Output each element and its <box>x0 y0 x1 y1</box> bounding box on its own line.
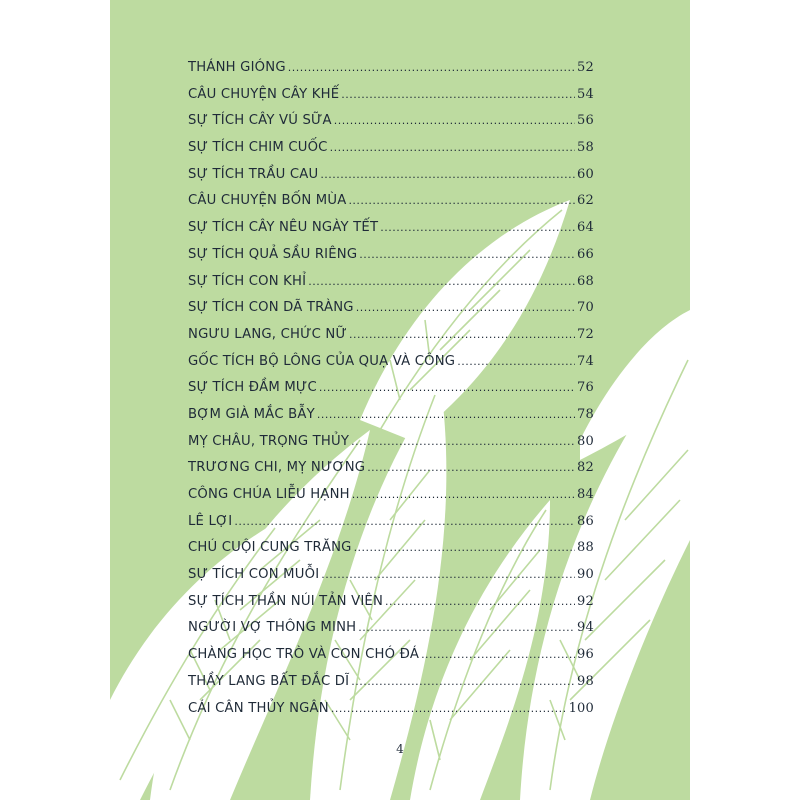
toc-dot-leader <box>385 595 575 608</box>
toc-dot-leader <box>457 355 575 368</box>
toc-entry[interactable] <box>188 567 594 594</box>
toc-entry-title: CHÚ CUỘI CUNG TRĂNG <box>188 540 352 556</box>
toc-dot-leader <box>317 408 575 421</box>
toc-entry-title: NGƯỜI VỢ THÔNG MINH <box>188 620 357 636</box>
toc-entry-title: GỐC TÍCH BỘ LÔNG CỦA QUẠ VÀ CÔNG <box>188 353 456 369</box>
toc-dot-leader <box>330 141 575 154</box>
toc-entry-title: CHÀNG HỌC TRÒ VÀ CON CHÓ ĐÁ <box>188 647 420 663</box>
toc-entry-title: SỰ TÍCH THẦN NÚI TẢN VIÊN <box>188 593 384 609</box>
toc-entry[interactable] <box>188 380 594 407</box>
toc-entry-page: 88 <box>577 540 594 556</box>
toc-entry-title: THẦY LANG BẤT ĐẮC DĨ <box>188 673 350 689</box>
toc-entry[interactable] <box>188 247 594 274</box>
toc-entry-page: 52 <box>577 60 594 75</box>
toc-entry-page: 74 <box>577 353 594 369</box>
toc-dot-leader <box>359 248 575 261</box>
toc-entry-page: 62 <box>577 193 594 209</box>
toc-entry-page: 78 <box>577 406 594 422</box>
toc-entry-page: 82 <box>577 460 594 476</box>
toc-dot-leader <box>234 515 575 528</box>
page-number: 4 <box>396 742 404 756</box>
toc-entry-title: MỴ CHÂU, TRỌNG THỦY <box>188 433 350 449</box>
book-page <box>110 0 690 800</box>
toc-entry-page: 64 <box>577 220 594 236</box>
toc-entry-title: SỰ TÍCH QUẢ SẦU RIÊNG <box>188 246 358 262</box>
toc-entry-page: 66 <box>577 246 594 262</box>
toc-entry[interactable] <box>188 620 594 647</box>
toc-dot-leader <box>331 702 567 715</box>
toc-entry-title: SỰ TÍCH CÂY NÊU NGÀY TẾT <box>188 220 379 236</box>
toc-dot-leader <box>288 61 575 74</box>
toc-dot-leader <box>367 461 575 474</box>
toc-entry-page: 98 <box>577 673 594 689</box>
toc-dot-leader <box>354 541 575 554</box>
toc-entry[interactable] <box>188 193 594 220</box>
toc-entry[interactable] <box>188 460 594 487</box>
toc-dot-leader <box>352 488 575 501</box>
toc-entry[interactable] <box>188 674 594 701</box>
toc-entry[interactable] <box>188 167 594 194</box>
toc-entry-page: 80 <box>577 433 594 449</box>
toc-dot-leader <box>319 381 575 394</box>
toc-dot-leader <box>334 114 575 127</box>
toc-dot-leader <box>321 568 575 581</box>
toc-entry-title: SỰ TÍCH CON KHỈ <box>188 273 307 289</box>
toc-dot-leader <box>356 301 575 314</box>
toc-entry[interactable] <box>188 113 594 140</box>
toc-entry-page: 90 <box>577 567 594 583</box>
toc-entry[interactable] <box>188 274 594 301</box>
toc-entry-page: 56 <box>577 113 594 129</box>
toc-entry[interactable] <box>188 327 594 354</box>
toc-entry-page: 84 <box>577 487 594 502</box>
toc-entry-page: 70 <box>577 300 594 316</box>
toc-entry-page: 72 <box>577 326 594 342</box>
toc-entry[interactable] <box>188 647 594 674</box>
toc-entry[interactable] <box>188 514 594 541</box>
toc-entry-title: CÔNG CHÚA LIỄU HẠNH <box>188 487 350 502</box>
toc-entry-title: TRƯƠNG CHI, MỴ NƯƠNG <box>188 460 366 476</box>
toc-entry-title: BỢM GIÀ MẮC BẪY <box>188 406 315 422</box>
toc-entry-title: SỰ TÍCH CON DÃ TRÀNG <box>188 300 354 316</box>
toc-entry-title: SỰ TÍCH CON MUỖI <box>188 567 320 583</box>
toc-entry-title: CÁI CÂN THỦY NGÂN <box>188 700 329 716</box>
toc-entry-title: THÁNH GIÓNG <box>188 60 286 75</box>
toc-entry[interactable] <box>188 140 594 167</box>
toc-entry-page: 60 <box>577 166 594 182</box>
toc-entry-page: 86 <box>577 513 594 529</box>
toc-entry-title: SỰ TÍCH CÂY VÚ SỮA <box>188 113 332 129</box>
toc-entry[interactable] <box>188 300 594 327</box>
toc-dot-leader <box>320 168 575 181</box>
toc-dot-leader <box>351 435 575 448</box>
toc-entry[interactable] <box>188 87 594 114</box>
toc-entry-page: 92 <box>577 593 594 609</box>
toc-entry[interactable] <box>188 407 594 434</box>
toc-entry-title: NGƯU LANG, CHỨC NỮ <box>188 326 347 342</box>
toc-entry[interactable] <box>188 354 594 381</box>
toc-entry-title: SỰ TÍCH TRẦU CAU <box>188 166 319 182</box>
toc-entry-page: 100 <box>568 700 594 716</box>
toc-dot-leader <box>380 221 575 234</box>
toc-entry-title: CÂU CHUYỆN BỐN MÙA <box>188 193 347 209</box>
toc-dot-leader <box>308 275 575 288</box>
toc-entry-title: SỰ TÍCH ĐẦM MỰC <box>188 380 317 396</box>
toc-entry[interactable] <box>188 540 594 567</box>
toc-entry-page: 94 <box>577 620 594 636</box>
toc-entry[interactable] <box>188 487 594 514</box>
toc-entry-page: 96 <box>577 647 594 663</box>
toc-dot-leader <box>348 194 575 207</box>
toc-dot-leader <box>349 328 575 341</box>
table-of-contents <box>188 60 594 727</box>
toc-entry-page: 76 <box>577 380 594 396</box>
toc-dot-leader <box>421 648 575 661</box>
toc-entry-title: LÊ LỢI <box>188 513 233 529</box>
toc-entry-page: 58 <box>577 140 594 156</box>
toc-entry[interactable] <box>188 434 594 461</box>
toc-entry[interactable] <box>188 701 594 728</box>
toc-entry[interactable] <box>188 60 594 87</box>
toc-entry-page: 54 <box>577 86 594 102</box>
toc-entry-page: 68 <box>577 273 594 289</box>
toc-entry[interactable] <box>188 220 594 247</box>
toc-entry-title: SỰ TÍCH CHIM CUỐC <box>188 140 328 156</box>
toc-entry[interactable] <box>188 594 594 621</box>
toc-dot-leader <box>358 621 575 634</box>
toc-entry-title: CÂU CHUYỆN CÂY KHẾ <box>188 86 340 102</box>
toc-dot-leader <box>351 675 575 688</box>
toc-dot-leader <box>341 88 575 101</box>
